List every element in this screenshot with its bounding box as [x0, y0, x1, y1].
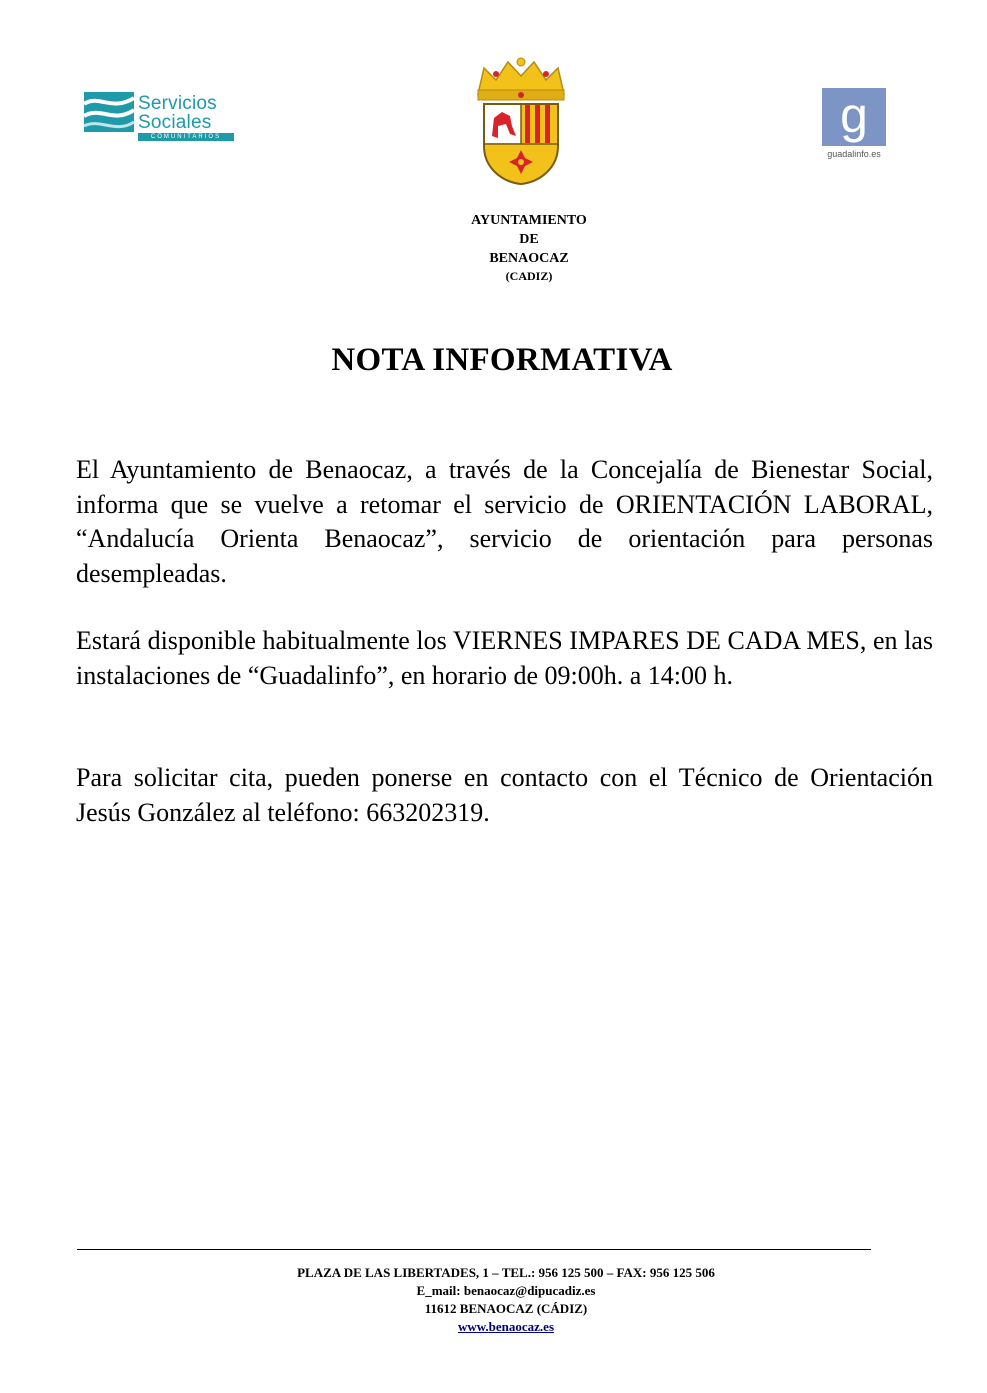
coat-of-arms-icon — [470, 54, 572, 188]
servicios-sociales-logo — [82, 88, 242, 144]
guadalinfo-letter: g — [840, 87, 868, 143]
footer — [206, 1264, 806, 1336]
footer-website-link[interactable]: www.benaocaz.es — [457, 1319, 555, 1334]
guadalinfo-badge — [822, 88, 886, 146]
footer-address: PLAZA DE LAS LIBERTADES, 1 – TEL.: 956 125 500 – FAX: 956 125 506 — [297, 1265, 715, 1280]
header-line-benaocaz: BENAOCAZ — [489, 251, 569, 266]
header-line-cadiz: (CADIZ) — [505, 269, 553, 283]
footer-email: E_mail: benaocaz@dipucadiz.es — [416, 1283, 596, 1298]
logo-text-servicios: Servicios — [138, 93, 217, 114]
body-paragraph-2: Estará disponible habitualmente los VIERNES IMPARES DE CADA MES, en las instalaciones de “Guadalinfo”, en horario de 09:00h. a 14:00 h. — [76, 626, 933, 690]
servicios-sociales-emblem-icon — [82, 90, 138, 134]
guadalinfo-logo — [820, 88, 888, 162]
header-line-de: DE — [519, 232, 539, 247]
municipality-header — [393, 211, 665, 285]
logo-text-comunitarios: COMUNITARIOS — [138, 133, 234, 141]
body-paragraph-3: Para solicitar cita, pueden ponerse en contacto con el Técnico de Orientación Jesús González al teléfono: 663202319. — [76, 763, 933, 827]
header-line-ayuntamiento: AYUNTAMIENTO — [471, 213, 587, 228]
logo-text-sociales: Sociales — [138, 112, 212, 133]
page-title: NOTA INFORMATIVA — [331, 342, 673, 378]
body-paragraph-1: El Ayuntamiento de Benaocaz, a través de la Concejalía de Bienestar Social, informa que se vuelve a retomar el servicio de ORIENTACIÓN LABORAL, “Andalucía Orienta Benaocaz”, servicio de orientación para personas desempleadas. — [76, 455, 933, 588]
guadalinfo-caption: guadalinfo.es — [827, 149, 881, 159]
footer-divider — [77, 1249, 871, 1250]
footer-city: 11612 BENAOCAZ (CÁDIZ) — [424, 1301, 588, 1316]
